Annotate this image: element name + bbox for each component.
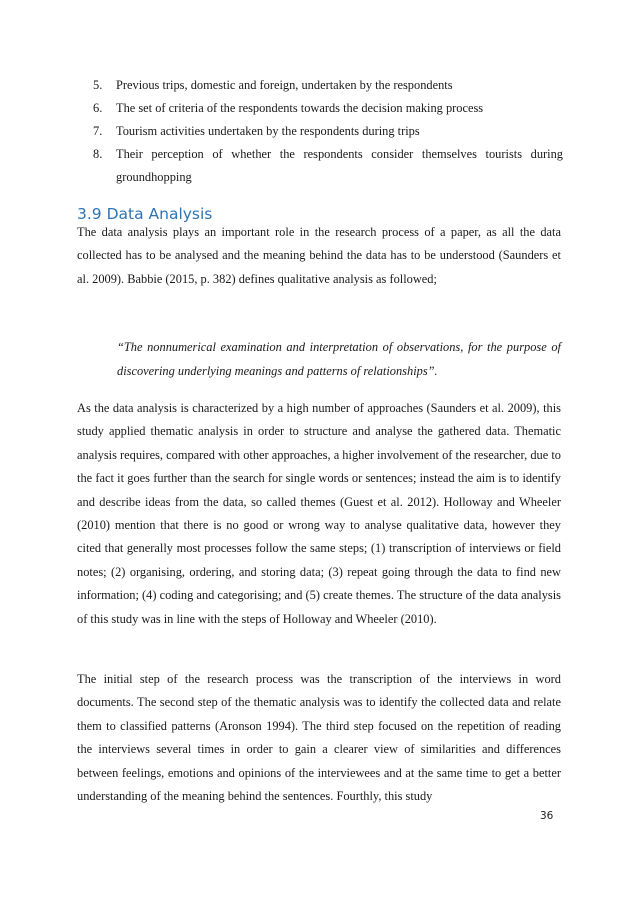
list-item-text: Their perception of whether the respondents consider themselves tourists during groundhopping (116, 147, 563, 184)
list-item-text: Previous trips, domestic and foreign, undertaken by the respondents (116, 78, 453, 92)
criteria-list (93, 74, 563, 189)
list-item-number: 8. (93, 147, 103, 161)
list-item-number: 7. (93, 124, 103, 138)
list-item (93, 120, 563, 143)
list-item-text: The set of criteria of the respondents towards the decision making process (116, 101, 484, 115)
page-number: 36 (540, 810, 554, 822)
section-heading: 3.9 Data Analysis (77, 205, 213, 223)
list-item-number: 5. (93, 78, 103, 92)
list-item-number: 6. (93, 101, 103, 115)
list-item (93, 143, 563, 189)
list-item (93, 97, 563, 120)
paragraph-steps: The initial step of the research process was the transcription of the interviews in word documents. The second step of the thematic analysis was to identify the collected data and relate them to classified patterns (Aronson 1994). The third step focused on the repetition of reading the interviews several times in order to gain a clearer view of similarities and differences between feelings, emotions and opinions of the interviewees and at the same time to get a better understanding of the meaning behind the sentences. Fourthly, this study (77, 672, 561, 804)
paragraph-intro: The data analysis plays an important role in the research process of a paper, as all the data collected has to be analysed and the meaning behind the data has to be understood (Saunders et al. 2009). Babbie (2015, p. 382) defines qualitative analysis as followed; (77, 225, 561, 286)
list-item-text: Tourism activities undertaken by the respondents during trips (116, 124, 420, 138)
block-quote: “The nonnumerical examination and interpretation of observations, for the purpose of discovering underlying meanings and patterns of relationships”. (117, 340, 561, 378)
paragraph-approach: As the data analysis is characterized by a high number of approaches (Saunders et al. 2009), this study applied thematic analysis in order to structure and analyse the gathered data. Thematic analysis requires, compared with other approaches, a higher involvement of the researcher, due to the fact it goes further than the search for single words or sentences; instead the aim is to identify and describe ideas from the data, so called themes (Guest et al. 2012). Holloway and Wheeler (2010) mention that there is no good or wrong way to analyse qualitative data, however they cited that generally most processes follow the same steps; (1) transcription of interviews or field notes; (2) organising, ordering, and storing data; (3) repeat going through the data to find new information; (4) coding and categorising; and (5) create themes. The structure of the data analysis of this study was in line with the steps of Holloway and Wheeler (2010). (77, 401, 561, 626)
list-item (93, 74, 563, 97)
